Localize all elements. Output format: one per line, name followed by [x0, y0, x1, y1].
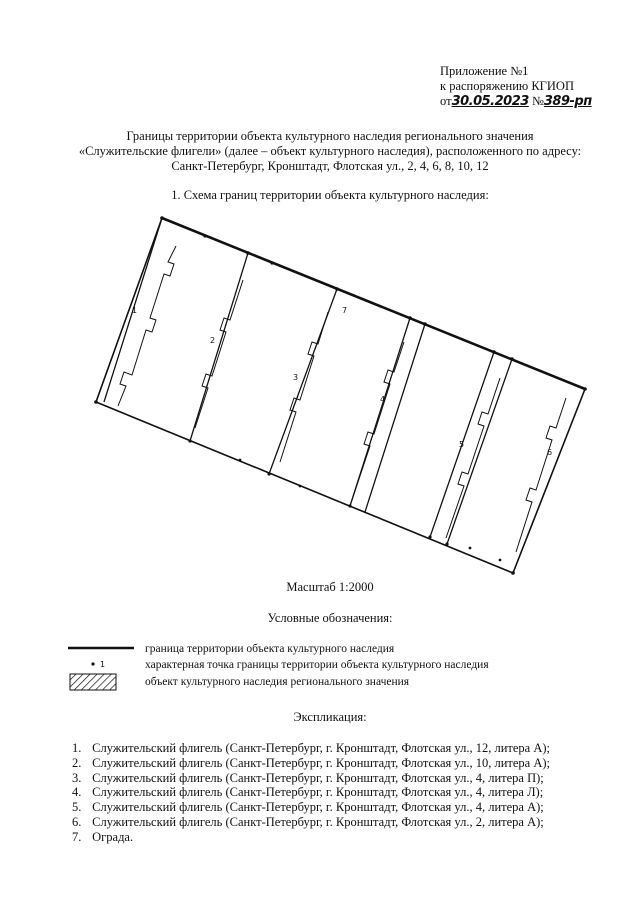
order-prefix: от [440, 94, 452, 108]
legend-heading: Условные обозначения: [267, 611, 393, 625]
legend-item-boundary: граница территории объекта культурного наследия [145, 643, 395, 655]
parcel-label-4: 4 [380, 395, 386, 404]
legend-item-heritage: объект культурного наследия регионального значения [145, 676, 410, 688]
building-outline [352, 342, 404, 500]
parcel-divider [190, 253, 248, 441]
parcel-label-2: 2 [210, 336, 216, 345]
order-date: 30.05.2023 [451, 94, 529, 109]
parcel-label-3: 3 [293, 373, 299, 382]
building-outline [516, 398, 566, 552]
parcel-divider [447, 359, 512, 544]
building-outline [118, 246, 176, 406]
parcel-label-1: 1 [132, 306, 138, 315]
boundary-north-edge [162, 218, 585, 389]
appendix-line-2: к распоряжению КГИОП [440, 79, 574, 93]
map-scale: Масштаб 1:2000 [286, 580, 374, 594]
explication-heading: Экспликация: [293, 710, 367, 724]
section-heading: 1. Схема границ территории объекта культурного наследия: [171, 188, 489, 202]
building-outline [280, 312, 328, 462]
list-item: 3. Служительский флигель (Санкт-Петербург, г. Кронштадт, Флотская ул., 4, литера П); [72, 770, 544, 785]
appendix-line-1: Приложение №1 [440, 64, 529, 78]
order-number: 389-рп [543, 94, 592, 109]
parcel-label-6: 6 [547, 448, 553, 457]
title-line-3: Санкт-Петербург, Кронштадт, Флотская ул., 2, 4, 6, 8, 10, 12 [171, 159, 489, 173]
parcel-divider [365, 324, 425, 512]
list-item: 4. Служительский флигель (Санкт-Петербург, г. Кронштадт, Флотская ул., 4, литера Л); [72, 785, 544, 800]
list-item: 5. Служительский флигель (Санкт-Петербург, г. Кронштадт, Флотская ул., 4, литера А); [72, 800, 544, 815]
legend-heritage-symbol [70, 674, 116, 690]
list-item: 7. Ограда. [72, 829, 134, 844]
legend-item-point: характерная точка границы территории объекта культурного наследия [145, 659, 489, 671]
parcel-label-7: 7 [342, 306, 348, 315]
legend-symbols [60, 640, 140, 700]
territory-boundary [96, 218, 585, 573]
building-outline [195, 280, 243, 428]
list-item: 6. Служительский флигель (Санкт-Петербург, г. Кронштадт, Флотская ул., 2, литера А); [72, 814, 544, 829]
order-number-sign: № [531, 94, 544, 108]
list-item: 2. Служительский флигель (Санкт-Петербург, г. Кронштадт, Флотская ул., 10, литера А); [72, 755, 550, 770]
parcel-label-5: 5 [459, 440, 465, 449]
title-line-2: «Служительские флигели» (далее – объект культурного наследия), расположенного по адресу: [78, 144, 582, 158]
building-outline [446, 378, 500, 538]
list-item: 1. Служительский флигель (Санкт-Петербург, г. Кронштадт, Флотская ул., 12, литера А); [72, 741, 550, 755]
explication-list [72, 741, 612, 845]
legend-point-symbol [91, 662, 94, 665]
legend-point-number: 1 [100, 660, 106, 669]
title-line-1: Границы территории объекта культурного наследия регионального значения [126, 129, 534, 143]
